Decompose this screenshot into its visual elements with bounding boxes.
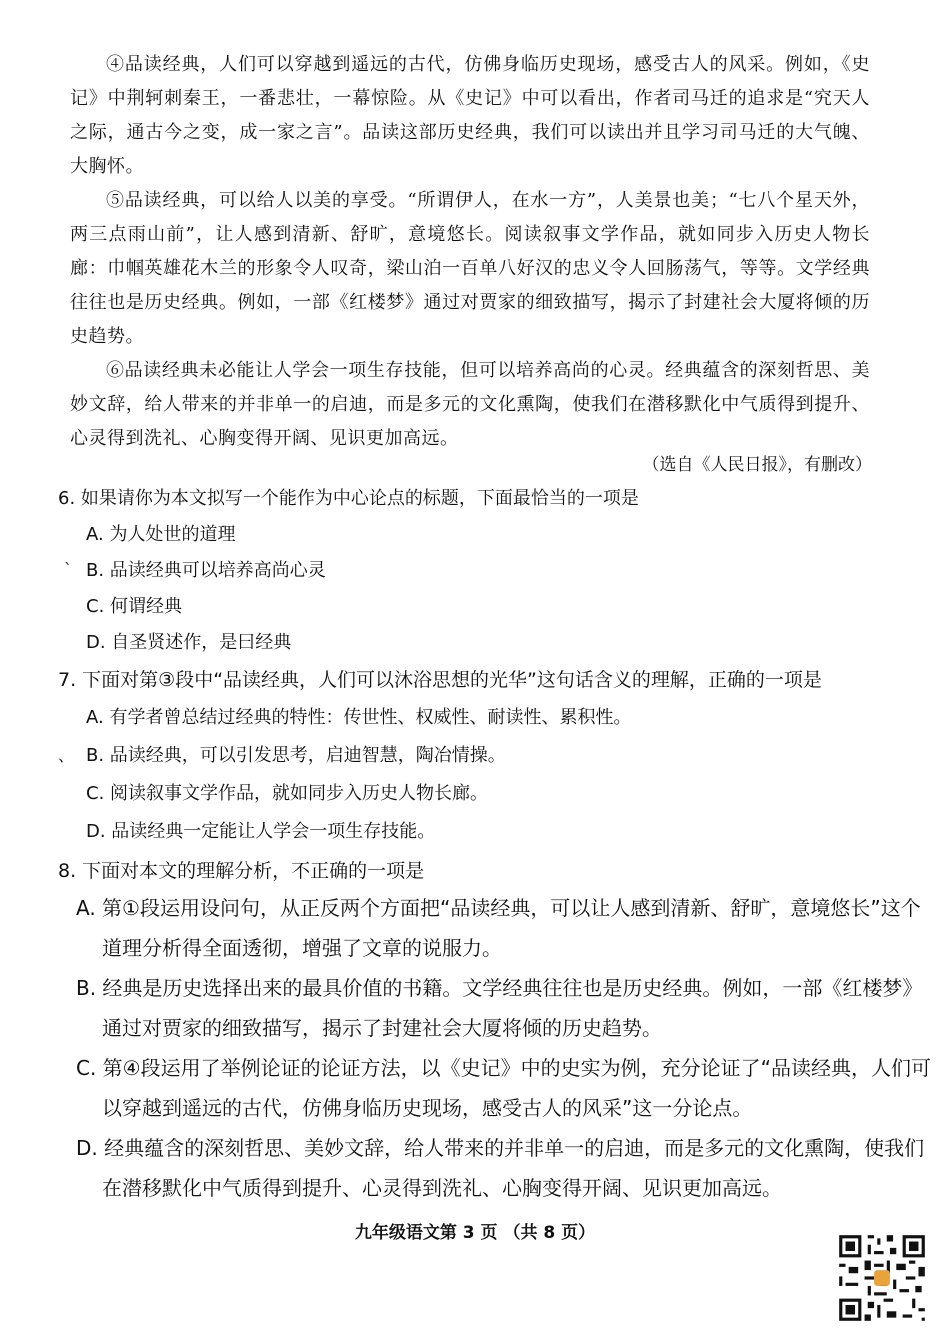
question-7-stem: 7. 下面对第③段中“品读经典，人们可以沐浴思想的光华”这句话含义的理解，正确的一项是 — [58, 669, 822, 691]
question-8-option-a: A. 第①段运用设问句，从正反两个方面把“品读经典，可以让人感到清新、舒旷，意境悠长”这个道理分析得全面透彻，增强了文章的说服力。 — [76, 896, 921, 960]
question-8-stem: 8. 下面对本文的理解分析，不正确的一项是 — [58, 860, 425, 882]
question-8-option-c: C. 第④段运用了举例论证的论证方法，以《史记》中的史实为例，充分论证了“品读经典，人们可以穿越到遥远的古代，仿佛身临历史现场，感受古人的风采”这一分论点。 — [76, 1056, 931, 1120]
source-citation: （选自《人民日报》，有删改） — [642, 455, 872, 475]
question-6-option-a: A. 为人处世的道理 — [86, 524, 236, 545]
margin-mark: ` — [64, 560, 72, 579]
page-footer: 九年级语文第 3 页 （共 8 页） — [354, 1223, 596, 1243]
question-6-option-d: D. 自圣贤述作，是曰经典 — [86, 632, 292, 653]
question-8-option-d: D. 经典蕴含的深刻哲思、美妙文辞，给人带来的并非单一的启迪，而是多元的文化熏陶，使我们在潜移默化中气质得到提升、心灵得到洗礼、心胸变得开阔、见识更加高远。 — [76, 1136, 925, 1200]
question-6-option-b: B. 品读经典可以培养高尚心灵 — [86, 560, 326, 581]
question-7-option-a: A. 有学者曾总结过经典的特性：传世性、权威性、耐读性、累积性。 — [86, 707, 632, 728]
question-6-stem: 6. 如果请你为本文拟写一个能作为中心论点的标题，下面最恰当的一项是 — [58, 488, 639, 509]
qr-code-icon — [836, 1232, 928, 1324]
margin-mark: 、 — [58, 746, 75, 765]
paragraph-4: ④品读经典，人们可以穿越到遥远的古代，仿佛身临历史现场，感受古人的风采。例如，《史记》中荆轲刺秦王，一番悲壮，一幕惊险。从《史记》中可以看出，作者司马迁的追求是“究天人之际，通古今之变，成一家之言”。品读这部历史经典，我们可以读出并且学习司马迁的大气魄、大胸怀。 — [70, 54, 870, 177]
paragraph-5: ⑤品读经典，可以给人以美的享受。“所谓伊人，在水一方”，人美景也美；“七八个星天外，两三点雨山前”，让人感到清新、舒旷，意境悠长。阅读叙事文学作品，就如同步入历史人物长廊：巾帼英雄花木兰的形象令人叹奇，梁山泊一百单八好汉的忠义令人回肠荡气，等等。文学经典往往也是历史经典。例如，一部《红楼梦》通过对贾家的细致描写，揭示了封建社会大厦将倾的历史趋势。 — [70, 190, 870, 347]
question-6-option-c: C. 何谓经典 — [86, 596, 183, 617]
question-8-option-b: B. 经典是历史选择出来的最具价值的书籍。文学经典往往也是历史经典。例如，一部《红楼梦》通过对贾家的细致描写，揭示了封建社会大厦将倾的历史趋势。 — [76, 976, 923, 1040]
question-7-option-d: D. 品读经典一定能让人学会一项生存技能。 — [86, 821, 436, 842]
question-7-option-c: C. 阅读叙事文学作品，就如同步入历史人物长廊。 — [86, 783, 489, 804]
paragraph-6: ⑥品读经典未必能让人学会一项生存技能，但可以培养高尚的心灵。经典蕴含的深刻哲思、美妙文辞，给人带来的并非单一的启迪，而是多元的文化熏陶，使我们在潜移默化中气质得到提升、心灵得到洗礼、心胸变得开阔、见识更加高远。 — [70, 360, 870, 449]
question-7-option-b: B. 品读经典，可以引发思考，启迪智慧，陶冶情操。 — [86, 745, 506, 766]
